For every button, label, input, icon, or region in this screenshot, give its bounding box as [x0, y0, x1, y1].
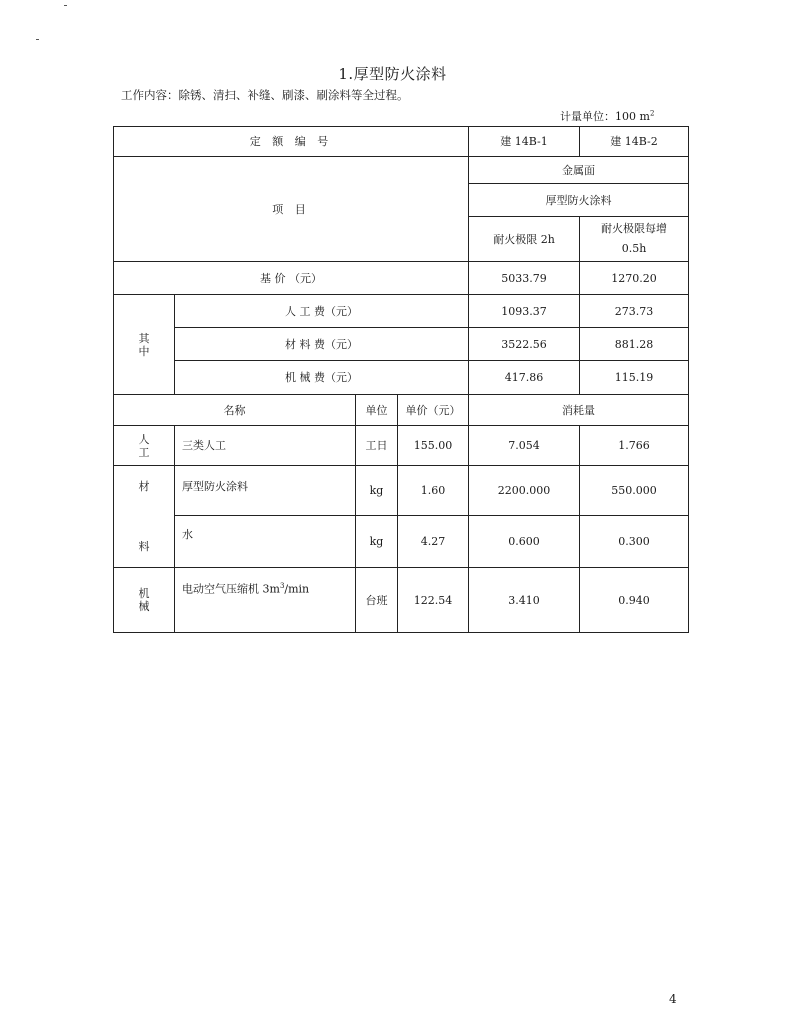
base-price-1: 5033.79 [469, 262, 580, 295]
base-price-2: 1270.20 [580, 262, 689, 295]
material-qty-1: 2200.000 [469, 466, 580, 516]
material-row [114, 516, 689, 568]
quota-number-row [114, 127, 689, 157]
page-title: 1.厚型防火涂料 [338, 65, 447, 83]
material-name: 水 [175, 516, 356, 568]
machine-unit: 台班 [356, 568, 398, 633]
labor-cost-label: 人 工 费（元） [175, 295, 469, 328]
quota-number-label: 定 额 编 号 [114, 127, 469, 157]
material-cost-row [114, 328, 689, 361]
labor-category: 人 工 [114, 426, 175, 466]
machine-category: 机 械 [114, 568, 175, 633]
machine-qty-1: 3.410 [469, 568, 580, 633]
material-qty-2: 0.300 [580, 516, 689, 568]
project-label: 项 目 [114, 157, 469, 262]
machine-cost-row [114, 361, 689, 395]
unit-header: 单位 [356, 395, 398, 426]
measure-unit: 计量单位：100 $m^2$ [560, 109, 655, 123]
qty-header: 消耗量 [469, 395, 689, 426]
labor-price: 155.00 [398, 426, 469, 466]
labor-name: 三类人工 [175, 426, 356, 466]
material-cost-1: 3522.56 [469, 328, 580, 361]
page-number: 4 [669, 992, 677, 1006]
labor-qty-2: 1.766 [580, 426, 689, 466]
material-name: 厚型防火涂料 [175, 466, 356, 516]
sub-item-1: 耐火极限 2h [469, 217, 580, 262]
material-cost-label: 材 料 费（元） [175, 328, 469, 361]
machine-cost-2: 115.19 [580, 361, 689, 395]
machine-name: 电动空气压缩机 $3m^3/\min$ [175, 568, 356, 633]
quota-table [113, 126, 689, 633]
name-header: 名称 [114, 395, 356, 426]
work-content: 工作内容：除锈、清扫、补缝、刷漆、刷涂料等全过程。 [121, 88, 409, 102]
price-header: 单价（元） [398, 395, 469, 426]
consumption-header-row [114, 395, 689, 426]
machine-price: 122.54 [398, 568, 469, 633]
material-unit: kg [356, 466, 398, 516]
among-label: 其 中 [114, 295, 175, 395]
labor-cost-row [114, 295, 689, 328]
material-qty-1: 0.600 [469, 516, 580, 568]
material-price: 4.27 [398, 516, 469, 568]
labor-cost-1: 1093.37 [469, 295, 580, 328]
material-price: 1.60 [398, 466, 469, 516]
labor-cost-2: 273.73 [580, 295, 689, 328]
material-unit: kg [356, 516, 398, 568]
sub-item-2: 耐火极限每增 0.5h [580, 217, 689, 262]
quota-code-1: 建 14B-1 [469, 127, 580, 157]
material-cost-2: 881.28 [580, 328, 689, 361]
material-qty-2: 550.000 [580, 466, 689, 516]
labor-qty-1: 7.054 [469, 426, 580, 466]
scan-speck [36, 39, 39, 40]
quota-code-2: 建 14B-2 [580, 127, 689, 157]
machine-qty-2: 0.940 [580, 568, 689, 633]
scan-speck [64, 5, 67, 6]
base-price-label: 基 价 （元） [114, 262, 469, 295]
item-label: 厚型防火涂料 [469, 184, 689, 217]
machine-row [114, 568, 689, 633]
machine-cost-label: 机 械 费（元） [175, 361, 469, 395]
machine-cost-1: 417.86 [469, 361, 580, 395]
group-label: 金属面 [469, 157, 689, 184]
labor-unit: 工日 [356, 426, 398, 466]
material-row [114, 466, 689, 516]
base-price-row [114, 262, 689, 295]
material-category: 材 料 [114, 466, 175, 568]
labor-row [114, 426, 689, 466]
